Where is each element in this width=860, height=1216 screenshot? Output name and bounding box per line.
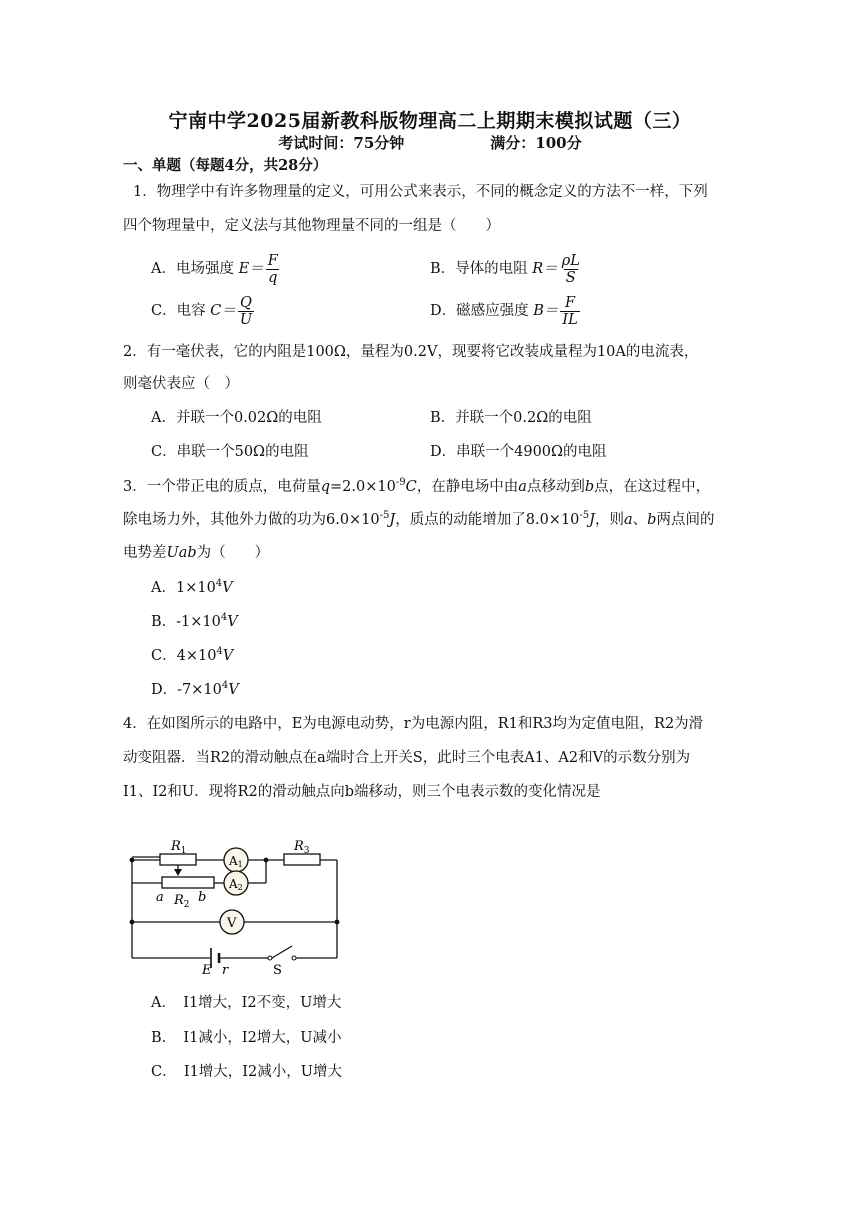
q3-line2: 除电场力外，其他外力做的功为$6.0\times 10^{-5}J$，质点的动能增加了$8.0\times 10^{-5}J$，则a、b两点间的 — [123, 510, 715, 528]
internal-r-label: r — [222, 963, 229, 978]
switch-contact — [292, 956, 296, 960]
q2-option-a: A．并联一个0.02Ω的电阻 — [151, 410, 322, 426]
q4-line3: I1、I2和U．现将R2的滑动触点向b端移动，则三个电表示数的变化情况是 — [123, 784, 601, 800]
full-score: 满分：100分 — [490, 134, 582, 152]
q1-line2: 四个物理量中，定义法与其他物理量不同的一组是（ ） — [123, 218, 500, 234]
junction-dot — [130, 920, 135, 925]
q3-line3: 电势差Uab为（ ） — [123, 545, 270, 561]
q3-option-a: A．$1\times 10^4V$ — [151, 578, 233, 596]
r2-label: $R_2$ — [174, 893, 190, 910]
r3-label: $R_3$ — [294, 839, 310, 856]
switch-label: S — [273, 963, 282, 978]
q3-line1: 3．一个带正电的质点，电荷量$q=2.0\times 10^{-9}C$，在静电场中由a点移动到b点，在这过程中， — [123, 477, 711, 495]
emf-label: E — [202, 963, 212, 978]
battery-gap — [212, 947, 218, 969]
q1-option-d: D．磁感应强度 B＝ $\frac{F}{IL}$ — [430, 294, 578, 328]
junction-dot — [264, 858, 269, 863]
r1-label: $R_1$ — [171, 839, 187, 856]
a1-label: A1 — [229, 854, 243, 869]
q4-option-c: C． I1增大，I2减小，U增大 — [151, 1064, 342, 1080]
circuit-diagram — [120, 808, 360, 980]
section-heading: 一、单题（每题4分，共28分） — [123, 157, 328, 174]
q2-line1: 2．有一毫伏表，它的内阻是100Ω，量程为0.2V，现要将它改装成量程为10A的电流表， — [123, 344, 699, 360]
q4-line1: 4．在如图所示的电路中，E为电源电动势，r为电源内阻，R1和R3均为定值电阻，R2为滑 — [123, 716, 704, 732]
r1-resistor — [160, 854, 196, 865]
junction-dot — [335, 920, 340, 925]
exam-subtitle — [0, 132, 860, 153]
q2-option-b: B．并联一个0.2Ω的电阻 — [430, 410, 592, 426]
q2-option-d: D．串联一个4900Ω的电阻 — [430, 444, 607, 460]
q1-line1: 1．物理学中有许多物理量的定义，可用公式来表示，不同的概念定义的方法不一样，下列 — [133, 184, 708, 200]
terminal-b-label: b — [198, 890, 207, 905]
v-label: V — [227, 916, 237, 931]
q2-line2: 则毫伏表应（ ） — [123, 376, 239, 392]
q3-option-c: C．$4\times 10^4V$ — [151, 646, 234, 664]
junction-dot — [130, 858, 135, 863]
q2-option-c: C．串联一个50Ω的电阻 — [151, 444, 309, 460]
q1-option-a: A．电场强度 E＝ $\frac{F}{q}$ — [151, 252, 278, 286]
q3-option-b: B．$-1\times 10^4V$ — [151, 612, 238, 630]
r2-resistor — [162, 877, 214, 888]
switch-contact — [268, 956, 272, 960]
r3-resistor — [284, 854, 320, 865]
q4-option-a: A． I1增大，I2不变，U增大 — [151, 995, 342, 1011]
q3-option-d: D．$-7\times 10^4V$ — [151, 680, 239, 698]
exam-title: 宁南中学2025届新教科版物理高二上期期末模拟试题（三） — [168, 110, 692, 132]
slider-arrow — [174, 869, 182, 876]
q1-option-c: C．电容 C＝ $\frac{Q}{U}$ — [151, 294, 253, 328]
a2-label: A2 — [229, 877, 243, 892]
terminal-a-label: a — [156, 890, 164, 905]
q1-option-b: B．导体的电阻 R＝ $\frac{\rho L}{S}$ — [430, 252, 580, 286]
exam-time: 考试时间：75分钟 — [278, 134, 405, 152]
q4-line2: 动变阻器．当R2的滑动触点在a端时合上开关S，此时三个电表A1、A2和V的示数分别为 — [123, 750, 691, 766]
q4-option-b: B． I1减小，I2增大，U减小 — [151, 1030, 342, 1046]
